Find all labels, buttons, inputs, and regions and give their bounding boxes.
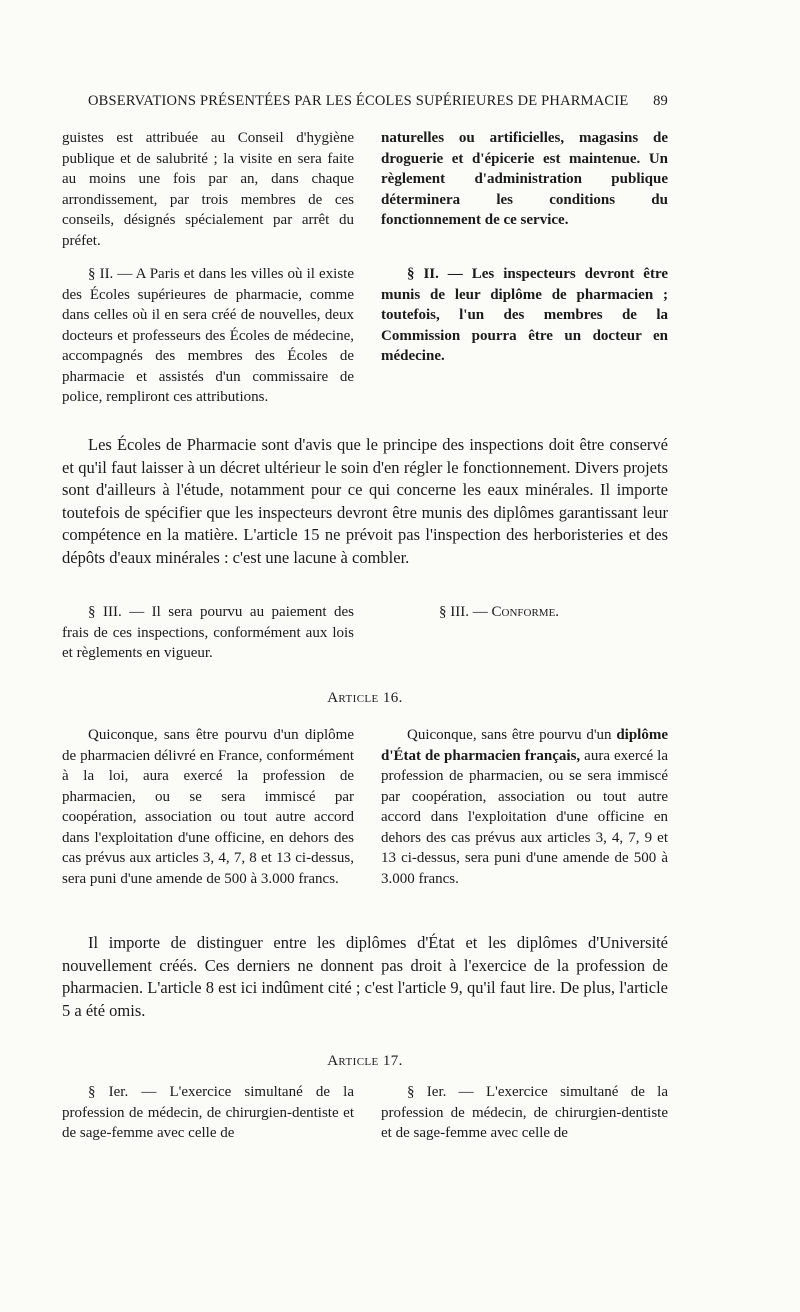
article16-right-text [381, 725, 668, 889]
block3-right-prefix: § III. — [439, 604, 492, 620]
page-number: 89 [653, 93, 668, 109]
article17-right-text: § Ier. — L'exercice simultané de la profession de médecin, de chirurgien-dentiste et de sage-femme avec celle de [381, 1084, 668, 1141]
article-17-heading: Article 17. [327, 1053, 403, 1069]
article16-right-bold: diplôme d'État de pharmacien français, [381, 727, 668, 764]
block2-right-text: § II. — Les inspecteurs devront être munis de leur diplôme de pharmacien ; toutefois, l'un des membres de la Commission pourra être un docteur en médecine. [381, 266, 668, 364]
block3-left-text: § III. — Il sera pourvu au paiement des frais de ces inspections, conformément aux lois et règlements en vigueur. [62, 604, 354, 661]
header-title: OBSERVATIONS PRÉSENTÉES PAR LES ÉCOLES SUPÉRIEURES DE PHARMACIE [88, 93, 629, 109]
running-header [88, 93, 668, 110]
article-16-heading: Article 16. [327, 690, 403, 706]
block3-right-conforme: Conforme. [491, 604, 560, 620]
article16-right-prefix: Quiconque, sans être pourvu d'un [407, 727, 617, 743]
block3-right-text [381, 602, 668, 623]
block1-left-text: guistes est attribuée au Conseil d'hygiène publique et de salubrité ; la visite en sera faite au moins une fois par an, dans chaque arrondissement, par trois membres de ces conseils, désignés spécialement par arrêt du préfet. [62, 130, 354, 249]
article17-left-text: § Ier. — L'exercice simultané de la profession de médecin, de chirurgien-dentiste et de sage-femme avec celle de [62, 1084, 354, 1141]
article16-right-rest: aura exercé la profession de pharmacien, ou se sera immiscé par coopération, association ou tout autre accord dans l'exploitation d'une officine en dehors des cas prévus aux articles 3, 4, 7, 9 et 13 ci-dessus, sera puni d'une amende de 500 à 3.000 francs. [381, 747, 668, 887]
article16-left-text: Quiconque, sans être pourvu d'un diplôme de pharmacien délivré en France, conformément à la loi, aura exercé la profession de pharmacien, ou se sera immiscé par coopération, association ou tout autre accord dans l'exploitation d'une officine, en dehors des cas prévus aux articles 3, 4, 7, 8 et 13 ci-dessus, sera puni d'une amende de 500 à 3.000 francs. [62, 727, 354, 887]
block2-left-text: § II. — A Paris et dans les villes où il existe des Écoles supérieures de pharmacie, comme dans celles où il en sera créé de nouvelles, deux docteurs et professeurs des Écoles de médecine, accompagnés des membres des Écoles de pharmacie et assistés d'un commissaire de police, rempliront ces attributions. [62, 266, 354, 405]
commentary-paragraph-2: Il importe de distinguer entre les diplômes d'État et les diplômes d'Université nouvellement créés. Ces derniers ne donnent pas droit à l'exercice de la profession de pharmacien. L'article 8 est ici indûment cité ; c'est l'article 9, qu'il faut lire. De plus, l'article 5 a été omis. [62, 933, 668, 1020]
block1-right-text: naturelles ou artificielles, magasins de droguerie et d'épicerie est maintenue. Un règlement d'administration publique déterminera les conditions du fonctionnement de ce service. [381, 130, 668, 228]
commentary-paragraph-1: Les Écoles de Pharmacie sont d'avis que le principe des inspections doit être conservé et qu'il faut laisser à un décret ultérieur le soin d'en régler le fonctionnement. Divers projets sont d'ailleurs à l'étude, notamment pour ce qui concerne les eaux minérales. Il importe toutefois de spécifier que les inspecteurs devront être munis des diplômes garantissant leur compétence en la matière. L'article 15 ne prévoit pas l'inspection des herboristeries et des dépôts d'eaux minérales : c'est une lacune à combler. [62, 435, 668, 567]
